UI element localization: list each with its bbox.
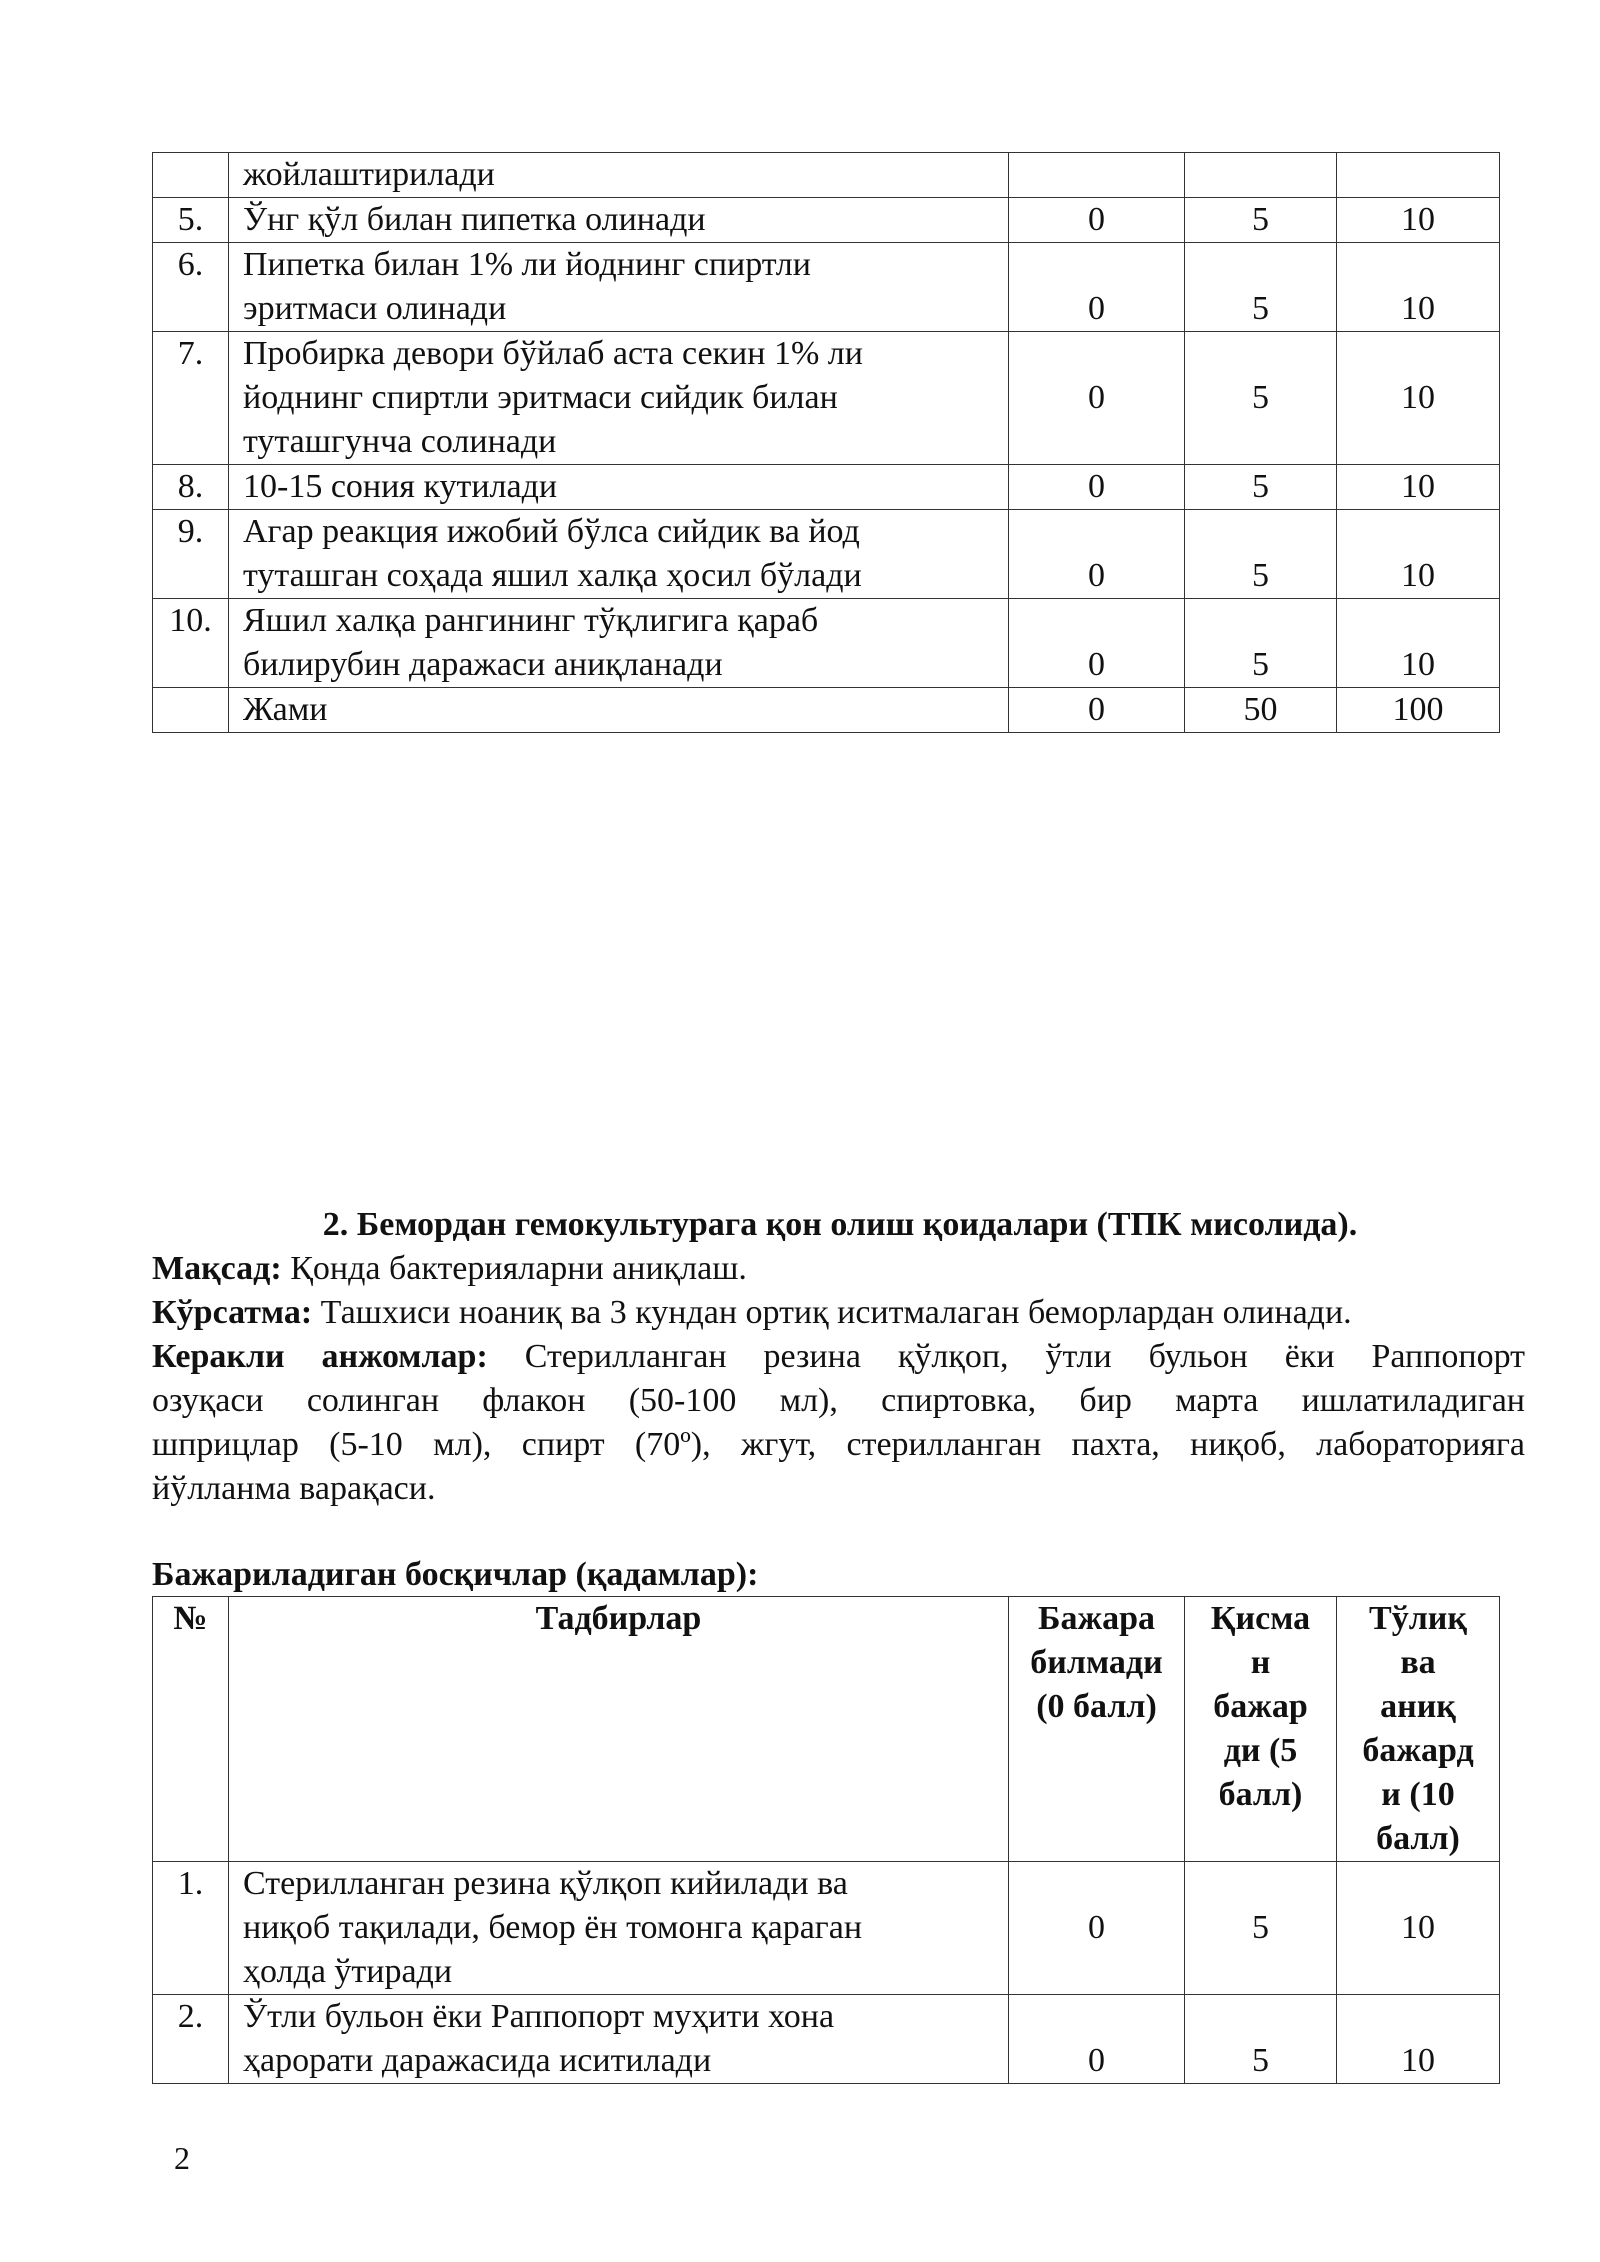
materials-line: озуқаси солинган флакон (50-100 мл), спиртовка, бир марта ишлатиладиган [152, 1382, 1525, 1419]
task-line: ҳарорати даражасида иситилади [243, 2042, 712, 2079]
total-score-5: 50 [1185, 688, 1337, 733]
row-number: 8. [153, 465, 229, 510]
header-line: ва [1400, 1644, 1436, 1681]
row-number: 2. [153, 1995, 229, 2084]
materials-label: Керакли анжомлар: [152, 1338, 488, 1375]
row-number: 7. [153, 332, 229, 465]
row-task [229, 599, 1009, 688]
task-line: Агар реакция ижобий бўлса сийдик ва йод [243, 513, 860, 550]
task-line: ниқоб тақилади, бемор ён томонга қараган [243, 1909, 863, 1946]
total-label: Жами [243, 691, 328, 728]
goal-paragraph [152, 1247, 1525, 1291]
total-score-10: 100 [1337, 688, 1500, 733]
materials-line [152, 1335, 1525, 1379]
task-line: Пробирка девори бўйлаб аста секин 1% ли [243, 335, 863, 372]
row-task [229, 1862, 1009, 1995]
score-0: 0 [1009, 510, 1185, 599]
row-number [153, 688, 229, 733]
task-line: йоднинг спиртли эритмаси сийдик билан [243, 379, 838, 416]
indication-paragraph [152, 1291, 1525, 1335]
table-row [153, 465, 1500, 510]
row-number: 9. [153, 510, 229, 599]
score-5 [1185, 153, 1337, 198]
table-row [153, 198, 1500, 243]
header-score-10 [1337, 1597, 1500, 1862]
score-5: 5 [1185, 198, 1337, 243]
header-line: балл) [1376, 1820, 1460, 1857]
header-line: и (10 [1381, 1776, 1455, 1813]
header-score-5 [1185, 1597, 1337, 1862]
materials-paragraph [152, 1335, 1525, 1511]
task-line: Пипетка билан 1% ли йоднинг спиртли [243, 246, 811, 283]
row-task [229, 153, 1009, 198]
indication-label: Кўрсатма: [152, 1294, 313, 1331]
row-task [229, 510, 1009, 599]
table-row [153, 153, 1500, 198]
score-0: 0 [1009, 465, 1185, 510]
scoring-table-1 [152, 152, 1500, 733]
steps-title: Бажариладиган босқичлар (қадамлар): [152, 1556, 759, 1593]
header-line: (0 балл) [1036, 1688, 1157, 1725]
header-line: Тўлиқ [1369, 1600, 1467, 1637]
row-task [229, 332, 1009, 465]
header-number: № [153, 1597, 229, 1862]
table-row [153, 599, 1500, 688]
task-line: туташган соҳада яшил халқа ҳосил бўлади [243, 557, 862, 594]
score-5: 5 [1185, 465, 1337, 510]
score-0: 0 [1009, 599, 1185, 688]
score-10: 10 [1337, 332, 1500, 465]
task-line: ҳолда ўтиради [243, 1953, 453, 1990]
header-line: аниқ [1380, 1688, 1456, 1725]
score-10: 10 [1337, 243, 1500, 332]
scoring-table-2 [152, 1596, 1500, 2084]
score-10: 10 [1337, 599, 1500, 688]
header-line: н [1250, 1644, 1271, 1681]
row-number: 1. [153, 1862, 229, 1995]
score-10: 10 [1337, 510, 1500, 599]
row-task [229, 198, 1009, 243]
score-10: 10 [1337, 198, 1500, 243]
score-5: 5 [1185, 332, 1337, 465]
table-row [153, 688, 1500, 733]
task-line: билирубин даражаси аниқланади [243, 646, 723, 683]
score-5: 5 [1185, 243, 1337, 332]
materials-line: йўлланма варақаси. [152, 1470, 436, 1507]
score-0 [1009, 153, 1185, 198]
table-row [153, 1862, 1500, 1995]
table-row [153, 243, 1500, 332]
score-0: 0 [1009, 243, 1185, 332]
header-line: Қисма [1210, 1600, 1311, 1637]
task-line: туташгунча солинади [243, 423, 557, 460]
row-number: 6. [153, 243, 229, 332]
header-line: билмади [1030, 1644, 1163, 1681]
table-row [153, 510, 1500, 599]
score-10: 10 [1337, 465, 1500, 510]
score-10: 10 [1337, 1862, 1500, 1995]
row-task [229, 243, 1009, 332]
score-0: 0 [1009, 198, 1185, 243]
header-task: Тадбирлар [229, 1597, 1009, 1862]
header-line: балл) [1218, 1776, 1303, 1813]
task-line: Стерилланган резина қўлқоп кийилади ва [243, 1865, 848, 1902]
header-line: бажард [1362, 1732, 1474, 1769]
materials-line: шприцлар (5-10 мл), спирт (70º), жгут, стерилланган пахта, ниқоб, лабораторияга [152, 1426, 1525, 1463]
score-5: 5 [1185, 510, 1337, 599]
task-line: эритмаси олинади [243, 290, 507, 327]
score-0: 0 [1009, 332, 1185, 465]
score-5: 5 [1185, 599, 1337, 688]
score-5: 5 [1185, 1862, 1337, 1995]
header-score-0 [1009, 1597, 1185, 1862]
row-task [229, 688, 1009, 733]
header-line: Бажара [1037, 1600, 1156, 1637]
materials-text: Стерилланган резина қўлқоп, ўтли бульон ёки Раппопорт [487, 1338, 1526, 1375]
row-number: 10. [153, 599, 229, 688]
goal-label: Мақсад: [152, 1250, 282, 1287]
row-task [229, 1995, 1009, 2084]
score-10: 10 [1337, 1995, 1500, 2084]
header-line: ди (5 [1223, 1732, 1298, 1769]
task-line: 10-15 сония кутилади [243, 468, 558, 505]
task-line: Яшил халқа рангининг тўқлигига қараб [243, 602, 819, 639]
score-10 [1337, 153, 1500, 198]
row-task [229, 465, 1009, 510]
score-5: 5 [1185, 1995, 1337, 2084]
score-0: 0 [1009, 1862, 1185, 1995]
task-line: жойлаштирилади [243, 156, 495, 193]
row-number [153, 153, 229, 198]
section-heading: 2. Бемордан гемокультурага қон олиш қоидалари (ТПК мисолида). [322, 1206, 1358, 1243]
task-line: Ўнг қўл билан пипетка олинади [243, 201, 706, 238]
table-row [153, 1995, 1500, 2084]
page-number: 2 [174, 2140, 190, 2176]
score-0: 0 [1009, 1995, 1185, 2084]
indication-text: Ташхиси ноаниқ ва 3 кундан ортиқ иситмалаган беморлардан олинади. [312, 1294, 1352, 1331]
row-number: 5. [153, 198, 229, 243]
table-header-row [153, 1597, 1500, 1862]
header-line: бажар [1213, 1688, 1308, 1725]
task-line: Ўтли бульон ёки Раппопорт муҳити хона [243, 1998, 835, 2035]
goal-text: Қонда бактерияларни аниқлаш. [281, 1250, 747, 1287]
table-row [153, 332, 1500, 465]
total-score-0: 0 [1009, 688, 1185, 733]
